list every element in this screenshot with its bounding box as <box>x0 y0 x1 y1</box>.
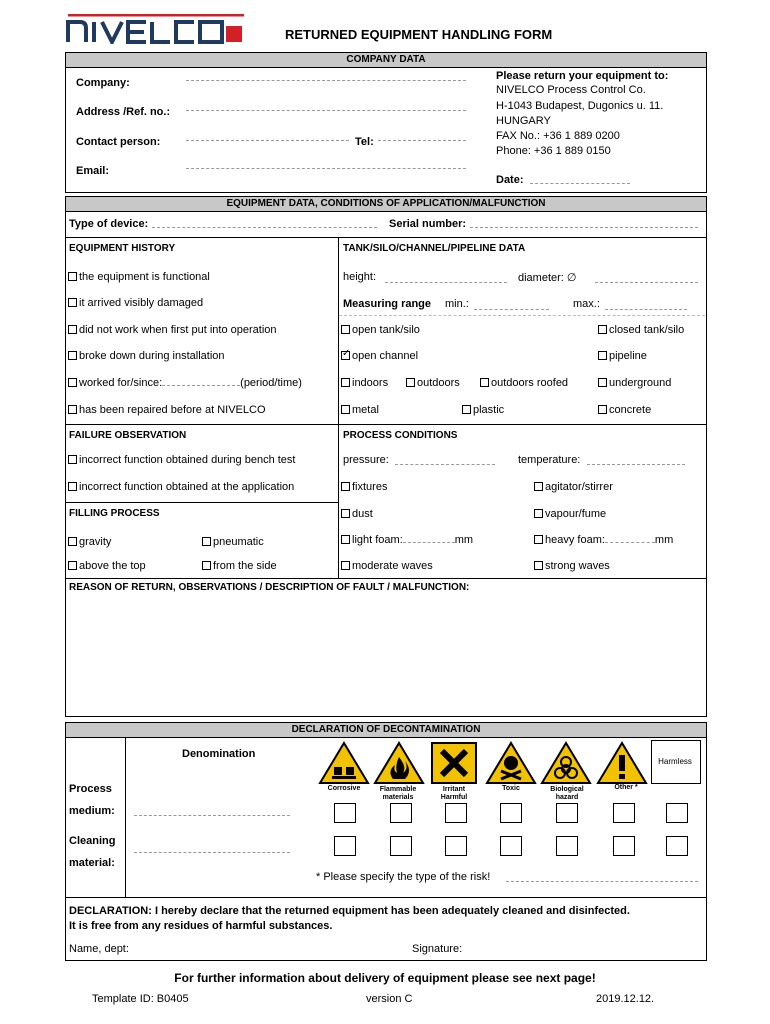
reason-box[interactable] <box>65 578 707 717</box>
biohazard-icon <box>540 741 592 788</box>
process-title: PROCESS CONDITIONS <box>343 430 458 441</box>
fail-bench[interactable]: incorrect function obtained during bench test <box>68 454 295 466</box>
filling-title: FILLING PROCESS <box>69 508 160 519</box>
serial-field[interactable] <box>470 227 698 228</box>
address-field[interactable] <box>186 110 466 111</box>
fail-application[interactable]: incorrect function obtained at the application <box>68 481 294 493</box>
harmless-label: Harmless <box>658 757 692 766</box>
checkbox[interactable] <box>341 509 350 518</box>
address-label: Address /Ref. no.: <box>76 106 171 118</box>
return-title: Please return your equipment to: <box>496 70 669 82</box>
checkbox[interactable] <box>68 561 77 570</box>
cleaning-toxic-checkbox[interactable] <box>500 836 522 856</box>
closed-tank[interactable]: closed tank/silo <box>598 324 684 336</box>
page-title: RETURNED EQUIPMENT HANDLING FORM <box>285 27 553 42</box>
corrosive-icon <box>318 741 370 788</box>
fixtures[interactable]: fixtures <box>341 481 387 493</box>
checkbox[interactable] <box>341 535 350 544</box>
pressure-field[interactable] <box>395 464 495 465</box>
max-label: max.: <box>573 298 600 310</box>
medium-biological-checkbox[interactable] <box>556 803 578 823</box>
diameter-label: diameter: ∅ <box>518 272 577 284</box>
company-data-bar: COMPANY DATA <box>65 52 707 68</box>
divider <box>65 502 339 503</box>
type-field[interactable] <box>152 227 377 228</box>
tel-label: Tel: <box>355 136 374 148</box>
medium-field[interactable] <box>134 815 290 816</box>
checkbox-checked[interactable] <box>341 351 350 360</box>
contact-field[interactable] <box>186 140 349 141</box>
checkbox[interactable] <box>68 325 77 334</box>
hist-repaired[interactable]: has been repaired before at NIVELCO <box>68 404 266 416</box>
column-divider <box>125 737 126 897</box>
open-channel[interactable]: ✓open channel <box>341 350 418 362</box>
hist-functional[interactable]: the equipment is functional <box>68 271 210 283</box>
checkbox[interactable] <box>202 561 211 570</box>
medium-irritant-checkbox[interactable] <box>445 803 467 823</box>
footer-date: 2019.12.12. <box>596 993 655 1005</box>
logo-graphic <box>66 14 246 44</box>
toxic-icon <box>485 741 537 788</box>
checkbox[interactable] <box>462 405 471 414</box>
template-id: Template ID: B0405 <box>92 993 189 1005</box>
cleaning-flammable-checkbox[interactable] <box>390 836 412 856</box>
diameter-field[interactable] <box>595 282 698 283</box>
return-addr2: H-1043 Budapest, Dugonics u. 11. <box>496 100 664 112</box>
measuring-label: Measuring range <box>343 298 432 310</box>
min-field[interactable] <box>474 309 549 310</box>
indoors[interactable]: indoors <box>341 377 388 389</box>
cleaning-irritant-checkbox[interactable] <box>445 836 467 856</box>
contact-label: Contact person: <box>76 136 161 148</box>
material-label: material: <box>69 857 115 869</box>
hist-broke[interactable]: broke down during installation <box>68 350 225 362</box>
type-label: Type of device: <box>69 218 149 230</box>
row-rule <box>339 315 705 316</box>
declaration-line2: It is free from any residues of harmful substances. <box>69 920 333 932</box>
checkbox[interactable] <box>341 561 350 570</box>
serial-label: Serial number: <box>389 218 467 230</box>
checkbox[interactable] <box>68 537 77 546</box>
company-label: Company: <box>76 77 130 89</box>
from-side[interactable]: from the side <box>202 560 277 572</box>
material-field[interactable] <box>134 852 290 853</box>
equipment-bar: EQUIPMENT DATA, CONDITIONS OF APPLICATION/MALFUNCTION <box>65 196 707 212</box>
light-foam[interactable]: light foam: mm <box>341 534 473 546</box>
hist-damaged[interactable]: it arrived visibly damaged <box>68 297 203 309</box>
concrete[interactable]: concrete <box>598 404 651 416</box>
decon-bar: DECLARATION OF DECONTAMINATION <box>65 722 707 738</box>
checkbox[interactable] <box>534 535 543 544</box>
equipment-section <box>65 211 707 579</box>
failure-title: FAILURE OBSERVATION <box>69 430 187 441</box>
checkbox[interactable] <box>68 378 77 387</box>
height-field[interactable] <box>385 282 507 283</box>
version: version C <box>366 993 413 1005</box>
max-field[interactable] <box>605 309 687 310</box>
above-top[interactable]: above the top <box>68 560 146 572</box>
hist-not-work[interactable]: did not work when first put into operation <box>68 324 277 336</box>
hazard-label-irritant: Irritant Harmful <box>440 786 468 801</box>
temperature-label: temperature: <box>518 454 581 466</box>
vapour[interactable]: vapour/fume <box>534 508 606 520</box>
process-label: Process <box>69 783 112 795</box>
name-dept-label: Name, dept: <box>69 943 129 955</box>
strong-waves[interactable]: strong waves <box>534 560 610 572</box>
email-field[interactable] <box>186 168 466 169</box>
outdoors-roofed[interactable]: outdoors roofed <box>480 377 568 389</box>
email-label: Email: <box>76 165 110 177</box>
pipeline[interactable]: pipeline <box>598 350 647 362</box>
return-addr3: HUNGARY <box>496 115 551 127</box>
risk-field[interactable] <box>506 881 698 882</box>
hazard-label-flammable: Flammable materials <box>379 786 417 801</box>
irritant-icon <box>428 741 480 788</box>
pneumatic[interactable]: pneumatic <box>202 536 264 548</box>
checkbox[interactable] <box>68 351 77 360</box>
moderate-waves[interactable]: moderate waves <box>341 560 433 572</box>
medium-toxic-checkbox[interactable] <box>500 803 522 823</box>
denomination-label: Denomination <box>182 748 256 760</box>
return-phone: Phone: +36 1 889 0150 <box>496 145 611 157</box>
cleaning-biological-checkbox[interactable] <box>556 836 578 856</box>
nivelco-logo <box>66 14 246 44</box>
tank-title: TANK/SILO/CHANNEL/PIPELINE DATA <box>343 243 526 254</box>
footer-info: For further information about delivery of equipment please see next page! <box>174 971 596 985</box>
checkbox[interactable] <box>598 325 607 334</box>
flammable-icon <box>373 741 425 788</box>
history-title: EQUIPMENT HISTORY <box>69 243 176 254</box>
medium-flammable-checkbox[interactable] <box>390 803 412 823</box>
other-hazard-icon <box>596 741 648 788</box>
height-label: height: <box>343 271 377 283</box>
checkbox[interactable] <box>68 405 77 414</box>
cleaning-harmless-checkbox[interactable] <box>666 836 688 856</box>
declaration-line1: DECLARATION: I hereby declare that the returned equipment has been adequately cleaned and disinfected. <box>69 905 630 917</box>
reason-title: REASON OF RETURN, OBSERVATIONS / DESCRIPTION OF FAULT / MALFUNCTION: <box>69 582 470 593</box>
hist-worked[interactable]: worked for/since: (period/time) <box>68 377 302 389</box>
hazard-label-toxic: Toxic <box>502 785 520 792</box>
checkbox[interactable] <box>480 378 489 387</box>
checkbox[interactable] <box>534 561 543 570</box>
cleaning-other-checkbox[interactable] <box>613 836 635 856</box>
divider <box>65 237 706 238</box>
agitator[interactable]: agitator/stirrer <box>534 481 613 493</box>
checkbox[interactable] <box>406 378 415 387</box>
checkbox[interactable] <box>341 325 350 334</box>
divider <box>65 424 706 425</box>
hazard-label-corrosive: Corrosive <box>327 785 361 792</box>
medium-corrosive-checkbox[interactable] <box>334 803 356 823</box>
checkbox[interactable] <box>202 537 211 546</box>
hazard-label-other: Other * <box>614 784 638 791</box>
outdoors[interactable]: outdoors <box>406 377 460 389</box>
cleaning-corrosive-checkbox[interactable] <box>334 836 356 856</box>
min-label: min.: <box>445 298 469 310</box>
risk-note: * Please specify the type of the risk! <box>316 871 491 883</box>
checkbox[interactable] <box>68 455 77 464</box>
metal[interactable]: metal <box>341 404 379 416</box>
heavy-foam[interactable]: heavy foam: mm <box>534 534 673 546</box>
checkbox[interactable] <box>598 351 607 360</box>
underground[interactable]: underground <box>598 377 671 389</box>
dust[interactable]: dust <box>341 508 373 520</box>
checkbox[interactable] <box>598 378 607 387</box>
checkbox[interactable] <box>68 272 77 281</box>
checkbox[interactable] <box>341 378 350 387</box>
checkbox[interactable] <box>341 482 350 491</box>
temperature-field[interactable] <box>587 464 685 465</box>
company-field[interactable] <box>186 80 466 81</box>
date-field[interactable] <box>530 183 630 184</box>
return-fax: FAX No.: +36 1 889 0200 <box>496 130 620 142</box>
pressure-label: pressure: <box>343 454 389 466</box>
checkbox[interactable] <box>534 509 543 518</box>
checkbox[interactable] <box>68 482 77 491</box>
gravity[interactable]: gravity <box>68 536 111 548</box>
checkbox[interactable] <box>68 298 77 307</box>
plastic[interactable]: plastic <box>462 404 504 416</box>
checkbox[interactable] <box>534 482 543 491</box>
return-addr1: NIVELCO Process Control Co. <box>496 84 646 96</box>
checkbox[interactable] <box>598 405 607 414</box>
hazard-label-biological: Biological hazard <box>550 786 584 801</box>
date-label: Date: <box>496 174 524 186</box>
checkbox[interactable] <box>341 405 350 414</box>
open-tank[interactable]: open tank/silo <box>341 324 420 336</box>
tel-field[interactable] <box>378 140 466 141</box>
signature-label: Signature: <box>412 943 463 955</box>
column-divider <box>338 237 339 578</box>
medium-harmless-checkbox[interactable] <box>666 803 688 823</box>
cleaning-label: Cleaning <box>69 835 116 847</box>
medium-other-checkbox[interactable] <box>613 803 635 823</box>
medium-label: medium: <box>69 805 115 817</box>
